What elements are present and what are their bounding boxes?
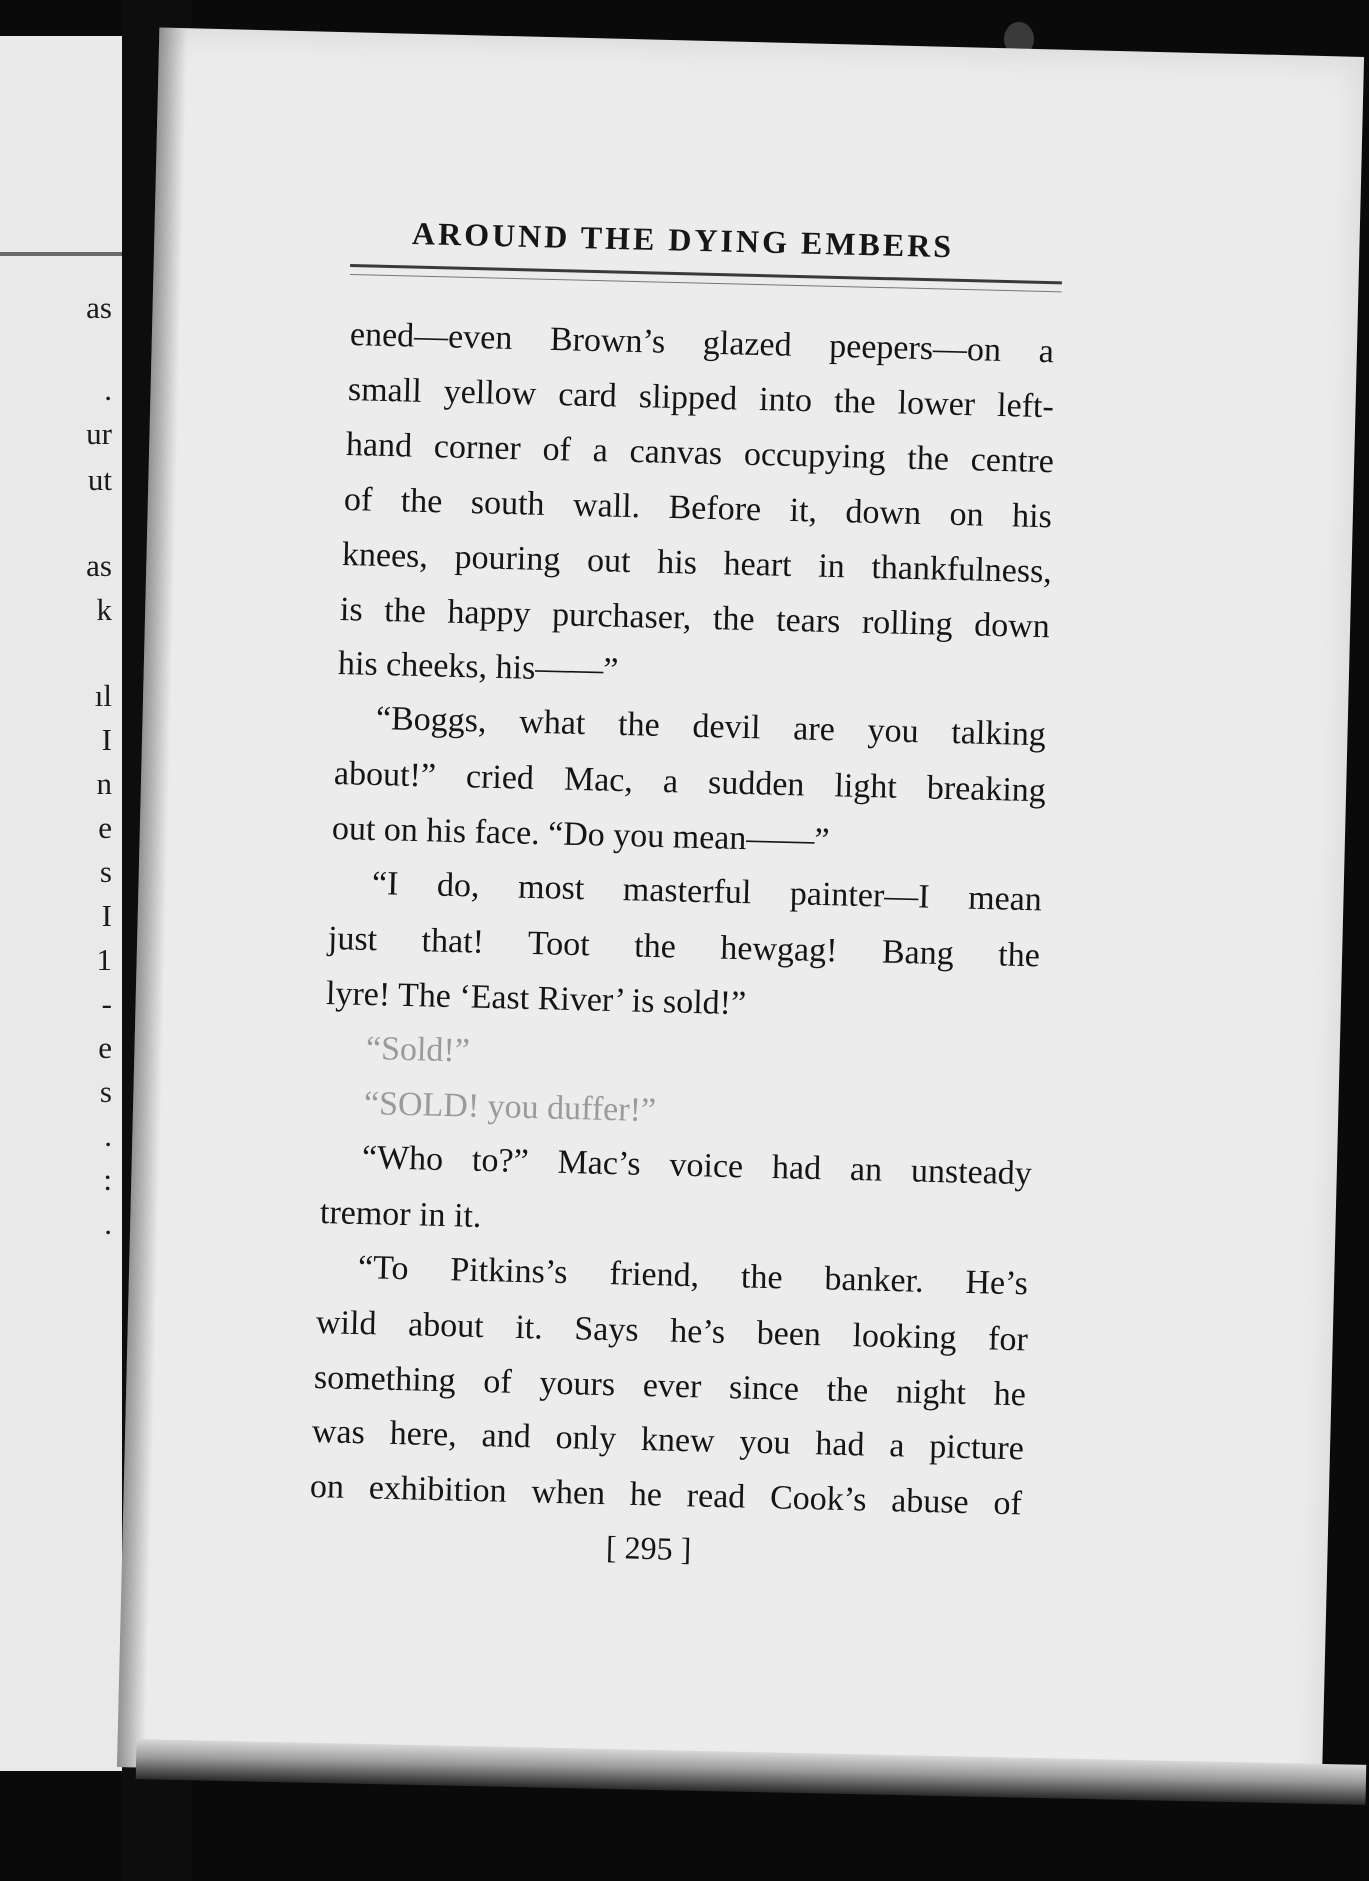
text-line: “I do, most masterful painter—I mean: [371, 865, 1043, 919]
text-line: his cheeks, his——”: [337, 645, 619, 689]
left-page-fragment: ur: [86, 416, 112, 451]
running-head: AROUND THE DYING EMBERS: [411, 215, 955, 265]
text-line: knees, pouring out his heart in thankfulness,: [341, 536, 1053, 591]
left-page-fragment: e: [98, 810, 112, 845]
text-line: on exhibition when he read Cook’s abuse of: [309, 1468, 1023, 1523]
page-295: [117, 28, 1364, 1797]
left-page-rule: [0, 252, 122, 256]
text-line: out on his face. “Do you mean——”: [331, 810, 830, 860]
left-page-fragment: .: [104, 372, 112, 407]
text-line: “Boggs, what the devil are you talking: [375, 700, 1047, 754]
left-page-fragment: k: [96, 592, 112, 627]
text-line: is the happy purchaser, the tears rolling down: [339, 591, 1051, 646]
text-line: something of yours ever since the night he: [313, 1359, 1027, 1414]
left-page-fragment: I: [101, 722, 112, 757]
text-line: “SOLD! you duffer!”: [363, 1085, 657, 1130]
text-line: tremor in it.: [319, 1194, 482, 1235]
left-page-fragment: .: [104, 1206, 112, 1241]
text-line: “Who to?” Mac’s voice had an unsteady: [361, 1139, 1033, 1193]
left-page-fragment: 1: [96, 942, 112, 977]
left-page-fragment: ıl: [94, 678, 112, 713]
page-number: [ 295 ]: [605, 1528, 692, 1568]
left-page-fragment: as: [86, 290, 112, 325]
left-page-fragment: e: [98, 1030, 112, 1065]
left-page-fragment: -: [101, 986, 112, 1021]
left-page-fragment: s: [99, 1074, 112, 1109]
left-page-fragment: ut: [87, 462, 112, 497]
text-line: “To Pitkins’s friend, the banker. He’s: [357, 1249, 1029, 1303]
left-page-fragment: :: [103, 1162, 112, 1197]
left-page-fragment: n: [96, 766, 112, 801]
text-line: lyre! The ‘East River’ is sold!”: [325, 975, 747, 1023]
text-line: just that! Toot the hewgag! Bang the: [327, 920, 1041, 975]
left-page-fragment: I: [101, 898, 112, 933]
text-line: hand corner of a canvas occupying the centre: [345, 426, 1055, 481]
text-line: ened—even Brown’s glazed peepers—on a: [349, 316, 1055, 371]
left-page-fragment: s: [99, 854, 112, 889]
text-line: of the south wall. Before it, down on his: [343, 481, 1053, 536]
text-line: about!” cried Mac, a sudden light breaking: [333, 755, 1047, 810]
text-line: small yellow card slipped into the lower left-: [347, 371, 1055, 426]
text-line: was here, and only knew you had a picture: [311, 1413, 1025, 1468]
left-page-fragment: as: [86, 548, 112, 583]
text-line: “Sold!”: [365, 1030, 471, 1070]
text-line: wild about it. Says he’s been looking for: [315, 1304, 1029, 1359]
left-page-fragment: .: [104, 1118, 112, 1153]
left-page-edge: [0, 36, 128, 1771]
